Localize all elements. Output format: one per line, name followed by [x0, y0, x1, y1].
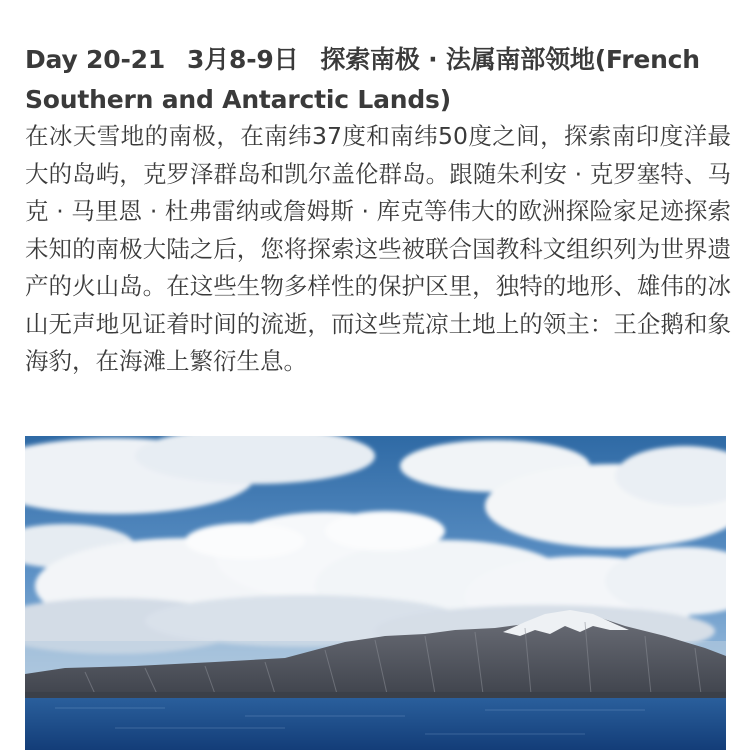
article-heading [25, 40, 730, 120]
article-paragraph: 在冰天雪地的南极，在南纬37度和南纬50度之间，探索南印度洋最大的岛屿，克罗泽群岛和凯尔盖伦群岛。跟随朱利安 · 克罗塞特、马克 · 马里恩 · 杜弗雷纳或詹姆斯 · 库克等伟大的欧洲探险家足迹探索未知的南极大陆之后，您将探索这些被联合国教科文组织列为世界遗产的火山岛。在这些生物多样性的保护区里，独特的地形、雄伟的冰山无声地见证着时间的流逝，而这些荒凉土地上的领主：王企鹅和象海豹，在海滩上繁衍生息。 [25, 122, 731, 375]
lake-water [25, 698, 726, 750]
day-label: Day 20-21 [25, 45, 166, 74]
landscape-photo [25, 436, 726, 750]
date-label: 3月8-9日 [187, 45, 299, 74]
section-title: 探索南极 · 法属南部领地(French Southern and Antarctic Lands) [25, 45, 700, 114]
